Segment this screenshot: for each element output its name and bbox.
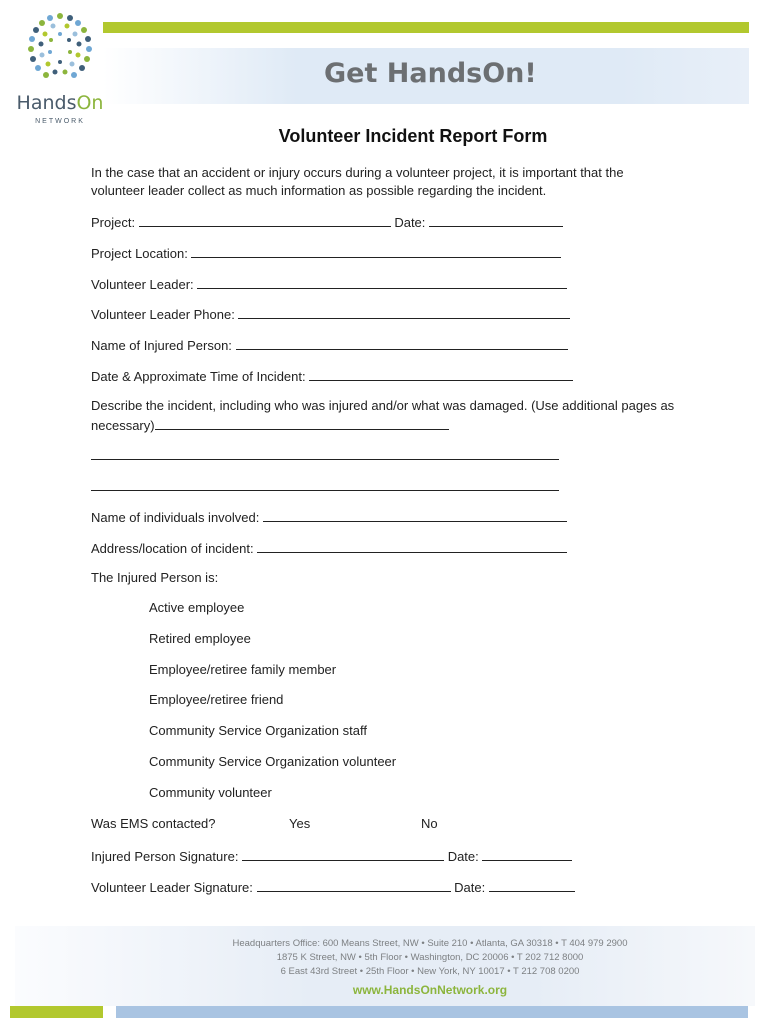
logo-network-label: NETWORK [35, 118, 85, 125]
date-field[interactable] [429, 213, 563, 227]
option-family-member[interactable]: Employee/retiree family member [149, 662, 337, 677]
incident-time-row [91, 367, 573, 384]
footer-green-bar [10, 1006, 103, 1018]
volunteer-leader-field[interactable] [197, 275, 567, 289]
project-location-field[interactable] [191, 244, 561, 258]
leader-signature-date-label: Date: [454, 880, 486, 895]
injured-name-row [91, 336, 568, 353]
describe-field-3[interactable] [91, 477, 559, 491]
individuals-label: Name of individuals involved: [91, 510, 260, 525]
logo-word-on: On [76, 92, 104, 114]
injured-name-label: Name of Injured Person: [91, 338, 232, 353]
logo-wordmark [14, 92, 106, 114]
project-label: Project: [91, 215, 136, 230]
footer-blue-bar [116, 1006, 748, 1018]
injured-signature-date-label: Date: [447, 849, 479, 864]
intro-line-1: In the case that an accident or injury occurs during a volunteer project, it is important that the [91, 165, 624, 180]
injured-signature-date-field[interactable] [482, 847, 572, 861]
leader-signature-date-field[interactable] [489, 878, 575, 892]
address-row [91, 539, 567, 556]
describe-label: necessary) [91, 418, 155, 433]
project-field[interactable] [139, 213, 391, 227]
volunteer-leader-row [91, 275, 567, 292]
project-location-row [91, 244, 561, 261]
injured-signature-row [91, 847, 572, 864]
footer-address-1: Headquarters Office: 600 Means Street, NW • Suite 210 • Atlanta, GA 30318 • T 404 979 2900 [232, 938, 628, 949]
describe-field-2[interactable] [91, 446, 559, 460]
ems-label: Was EMS contacted? [91, 816, 216, 831]
ems-no-option[interactable]: No [421, 816, 438, 831]
date-label: Date: [394, 215, 426, 230]
option-community-volunteer[interactable]: Community volunteer [149, 785, 272, 800]
option-retired-employee[interactable]: Retired employee [149, 631, 251, 646]
banner-title: Get HandsOn! [324, 58, 537, 89]
project-row [91, 213, 563, 230]
footer-address-2: 1875 K Street, NW • 5th Floor • Washington, DC 20006 • T 202 712 8000 [276, 952, 584, 963]
leader-signature-row [91, 878, 575, 895]
incident-time-field[interactable] [309, 367, 573, 381]
project-location-label: Project Location: [91, 246, 188, 261]
option-cso-staff[interactable]: Community Service Organization staff [149, 723, 367, 738]
option-active-employee[interactable]: Active employee [149, 600, 245, 615]
ems-yes-option[interactable]: Yes [289, 816, 311, 831]
describe-line-3 [91, 446, 559, 463]
volunteer-leader-phone-row [91, 305, 570, 322]
injured-signature-field[interactable] [242, 847, 444, 861]
leader-signature-label: Volunteer Leader Signature: [91, 880, 253, 895]
individuals-row [91, 508, 567, 525]
volunteer-leader-phone-label: Volunteer Leader Phone: [91, 307, 235, 322]
form-title: Volunteer Incident Report Form [278, 126, 548, 146]
intro-line-2: volunteer leader collect as much information as possible regarding the incident. [91, 183, 547, 198]
describe-line-4 [91, 477, 559, 494]
footer-website-link[interactable]: www.HandsOnNetwork.org [352, 983, 508, 997]
handson-network-logo [14, 10, 106, 125]
describe-line-1: Describe the incident, including who was injured and/or what was damaged. (Use additional pages as [91, 398, 675, 413]
logo-word-hands: Hands [16, 92, 77, 114]
logo-dots-icon [20, 10, 100, 90]
volunteer-leader-phone-field[interactable] [238, 305, 570, 319]
volunteer-leader-label: Volunteer Leader: [91, 277, 194, 292]
injured-name-field[interactable] [236, 336, 568, 350]
option-friend[interactable]: Employee/retiree friend [149, 692, 284, 707]
individuals-field[interactable] [263, 508, 567, 522]
injured-is-label: The Injured Person is: [91, 570, 219, 585]
header-green-bar [103, 22, 749, 33]
incident-time-label: Date & Approximate Time of Incident: [91, 369, 306, 384]
address-field[interactable] [257, 539, 567, 553]
footer-address-3: 6 East 43rd Street • 25th Floor • New York, NY 10017 • T 212 708 0200 [280, 966, 580, 977]
injured-signature-label: Injured Person Signature: [91, 849, 239, 864]
address-label: Address/location of incident: [91, 541, 254, 556]
describe-row [91, 416, 449, 433]
describe-field-1[interactable] [155, 416, 449, 430]
leader-signature-field[interactable] [257, 878, 451, 892]
option-cso-volunteer[interactable]: Community Service Organization volunteer [149, 754, 397, 769]
